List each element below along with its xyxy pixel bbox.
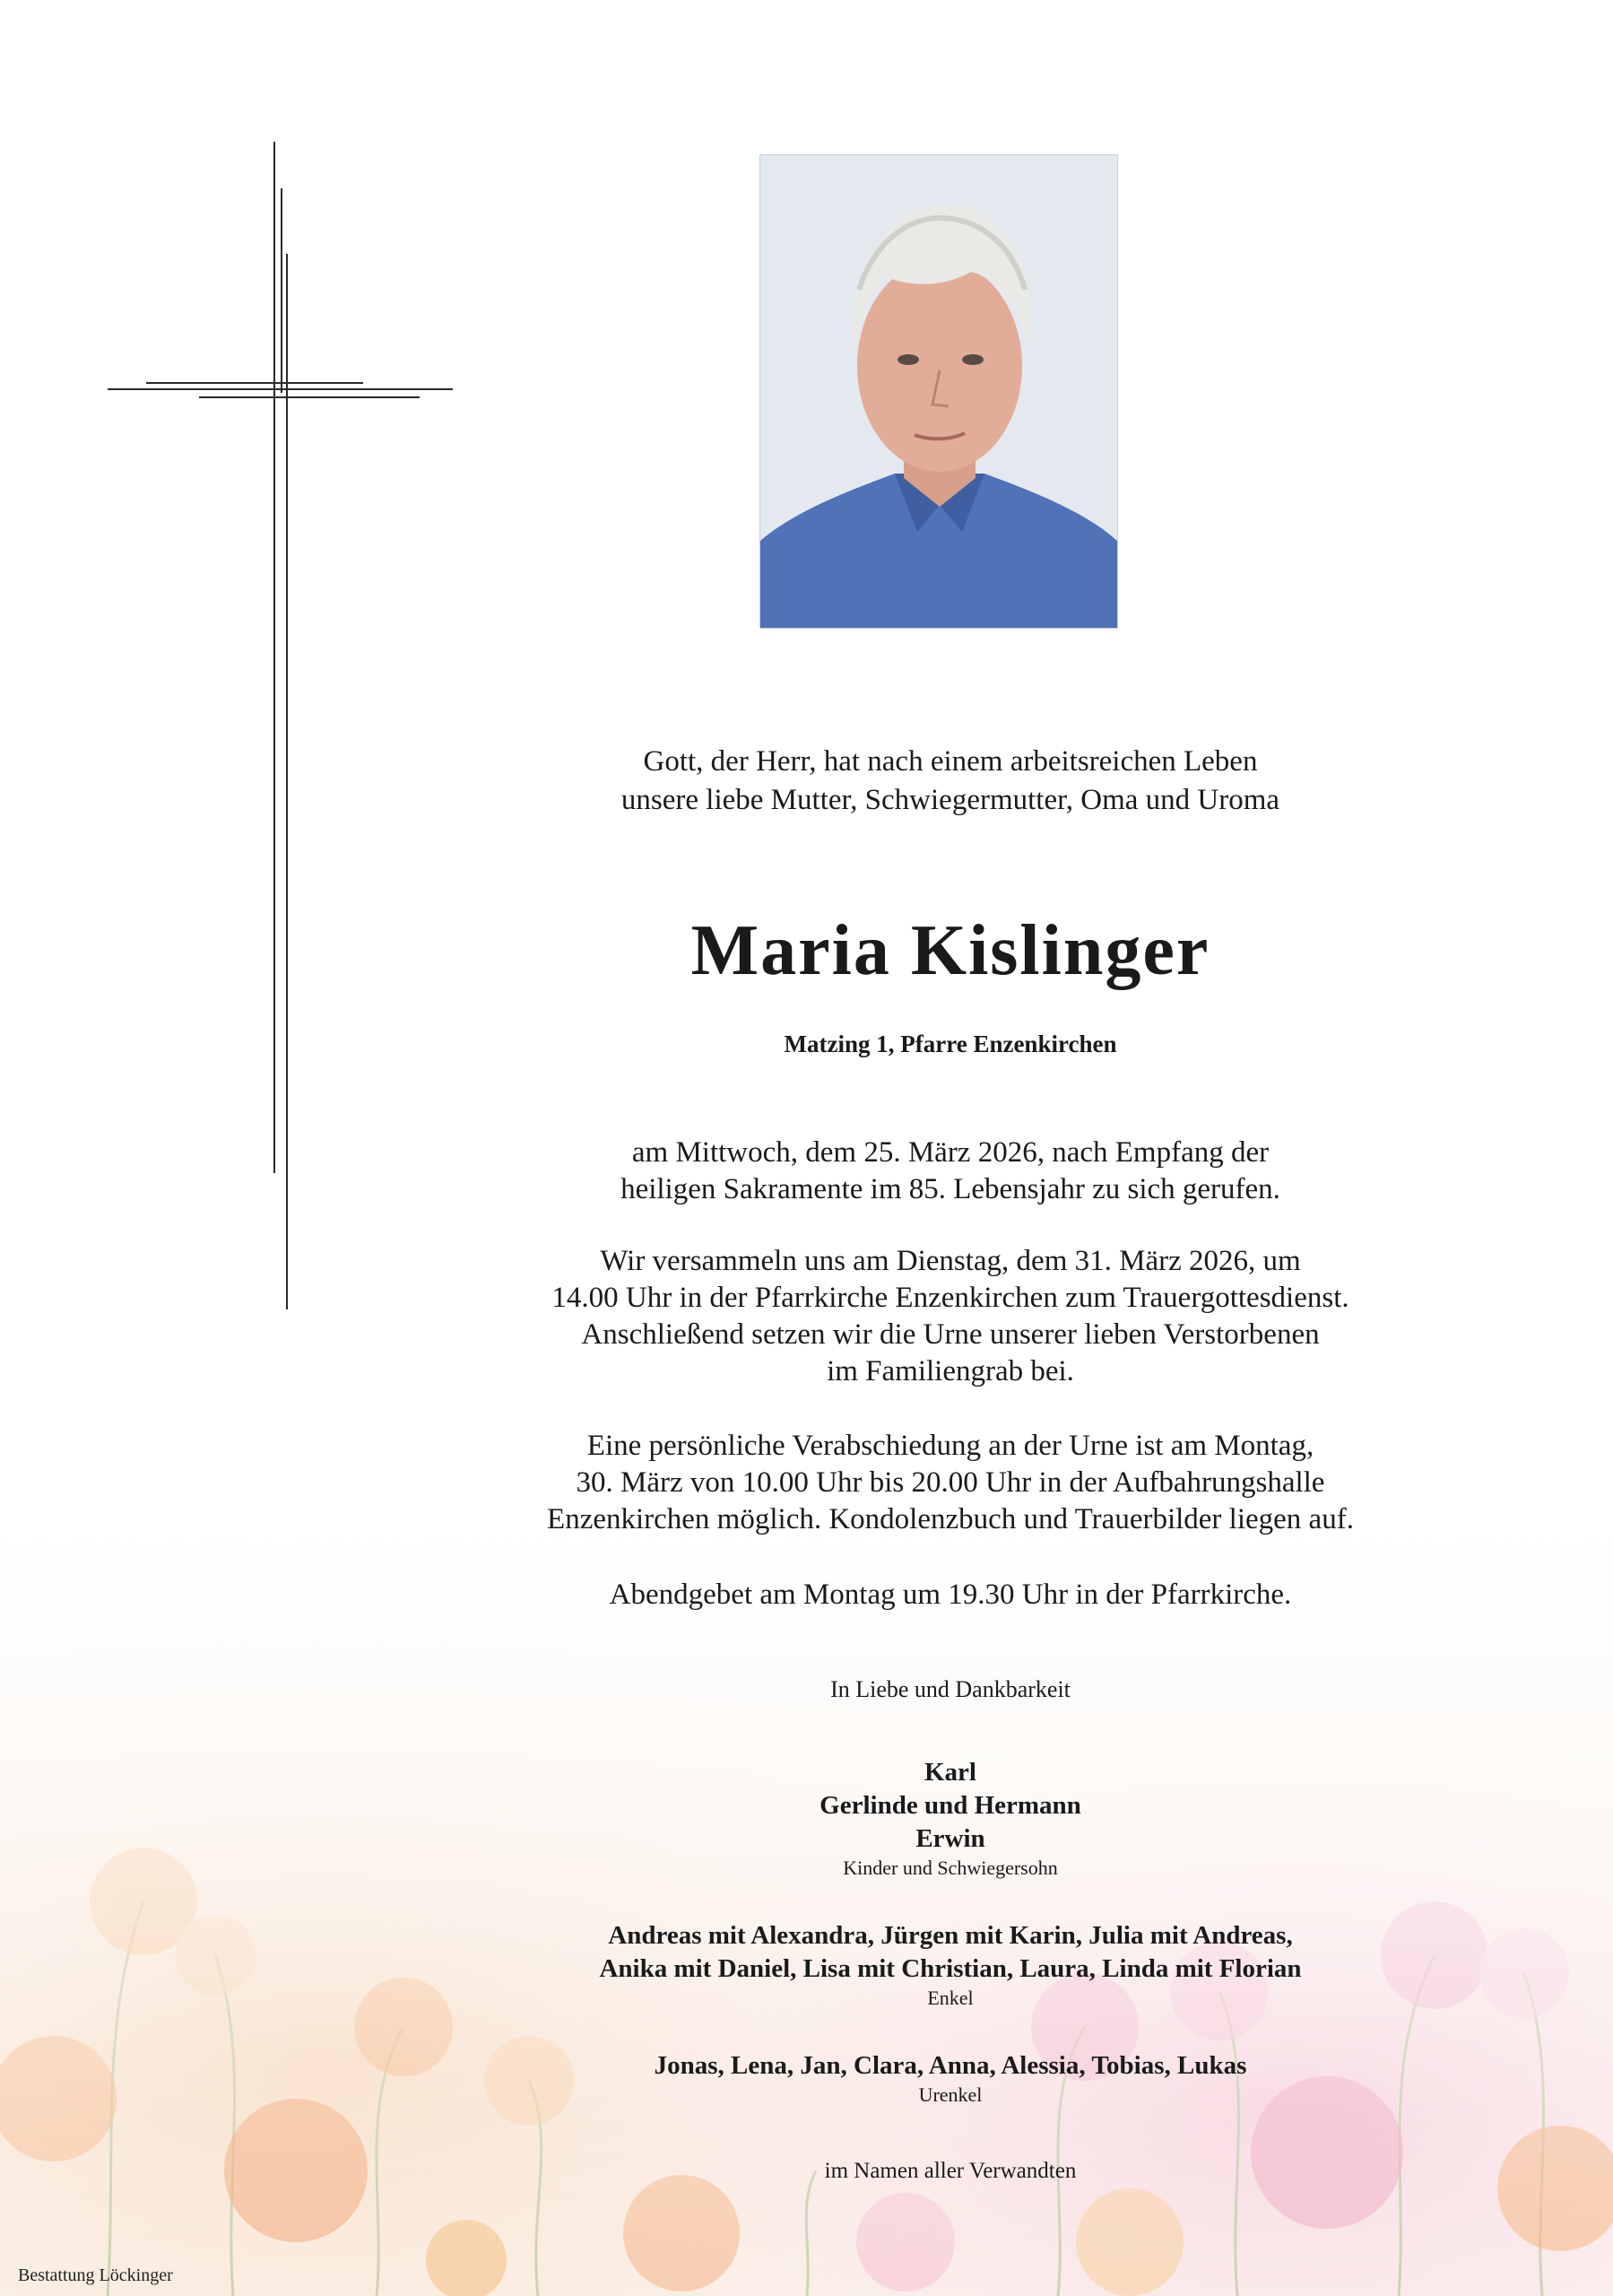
farewell-paragraph bbox=[430, 1428, 1470, 1538]
family-role: Kinder und Schwiegersohn bbox=[843, 1857, 1058, 1879]
closing-phrase: In Liebe und Dankbarkeit bbox=[830, 1676, 1071, 1702]
death-line: am Mittwoch, dem 25. März 2026, nach Empfang der bbox=[631, 1136, 1270, 1169]
funeral-line: im Familiengrab bei. bbox=[827, 1355, 1074, 1387]
on-behalf-text: im Namen aller Verwandten bbox=[824, 2159, 1077, 2183]
funeral-home-credit: Bestattung Löckinger bbox=[18, 2266, 173, 2285]
farewell-line: 30. März von 10.00 Uhr bis 20.00 Uhr in der Aufbahrungshalle bbox=[576, 1466, 1325, 1499]
intro-line-2: unsere liebe Mutter, Schwiegermutter, Oma und Uroma bbox=[620, 784, 1280, 816]
family-member: Jonas, Lena, Jan, Clara, Anna, Alessia, Tobias, Lukas bbox=[654, 2051, 1247, 2080]
portrait-illustration bbox=[760, 155, 1117, 628]
family-group-grandchildren bbox=[430, 1919, 1470, 2011]
deceased-address: Matzing 1, Pfarre Enzenkirchen bbox=[784, 1031, 1117, 1057]
funeral-line: 14.00 Uhr in der Pfarrkirche Enzenkirchen zum Trauergottesdienst. bbox=[551, 1282, 1349, 1314]
family-group-great-grandchildren bbox=[430, 2049, 1470, 2108]
funeral-line: Wir versammeln uns am Dienstag, dem 31. März 2026, um bbox=[600, 1245, 1301, 1277]
funeral-paragraph bbox=[430, 1243, 1470, 1390]
family-member: Karl bbox=[924, 1758, 976, 1787]
death-line: heiligen Sakramente im 85. Lebensjahr zu sich gerufen. bbox=[620, 1173, 1280, 1205]
intro-line-1: Gott, der Herr, hat nach einem arbeitsreichen Leben bbox=[643, 745, 1258, 778]
prayer-paragraph: Abendgebet am Montag um 19.30 Uhr in der Pfarrkirche. bbox=[609, 1578, 1292, 1611]
farewell-line: Enzenkirchen möglich. Kondolenzbuch und Trauerbilder liegen auf. bbox=[547, 1503, 1354, 1535]
family-member: Anika mit Daniel, Lisa mit Christian, Laura, Linda mit Florian bbox=[599, 1954, 1302, 1983]
funeral-line: Anschließend setzen wir die Urne unserer lieben Verstorbenen bbox=[581, 1318, 1320, 1351]
intro-text bbox=[430, 743, 1470, 820]
family-member: Erwin bbox=[915, 1824, 985, 1853]
portrait-photo bbox=[759, 154, 1118, 629]
family-member: Andreas mit Alexandra, Jürgen mit Karin, Julia mit Andreas, bbox=[608, 1921, 1293, 1950]
family-group-children bbox=[430, 1756, 1470, 1881]
family-role: Urenkel bbox=[918, 2083, 983, 2106]
death-paragraph bbox=[430, 1135, 1470, 1208]
farewell-line: Eine persönliche Verabschiedung an der Urne ist am Montag, bbox=[586, 1430, 1314, 1462]
deceased-name: Maria Kislinger bbox=[690, 911, 1210, 990]
family-member: Gerlinde und Hermann bbox=[820, 1791, 1081, 1820]
family-role: Enkel bbox=[927, 1987, 974, 2009]
